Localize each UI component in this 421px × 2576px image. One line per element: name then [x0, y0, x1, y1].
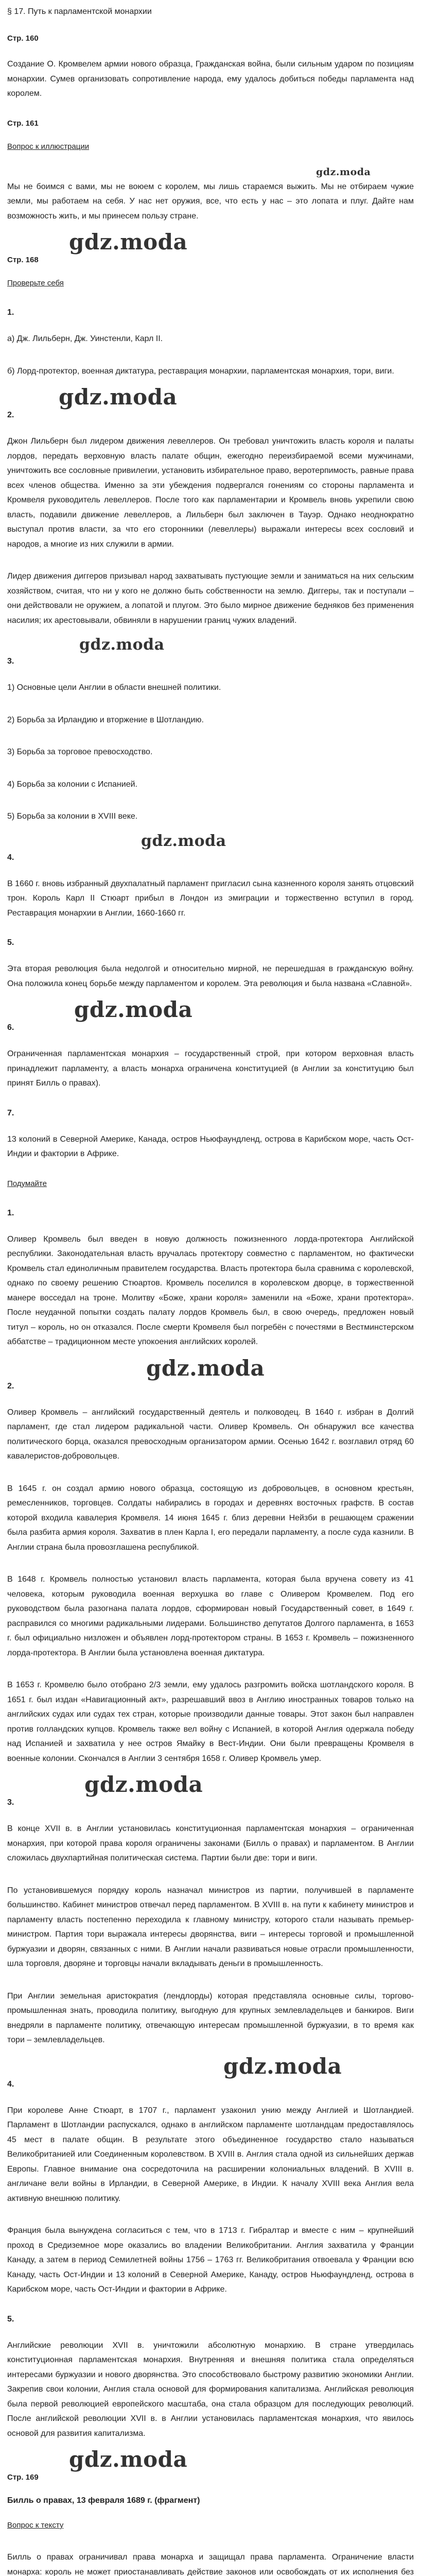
watermark: gdz.moda	[141, 832, 226, 850]
list-item: 3) Борьба за торговое превосходство.	[7, 748, 153, 756]
page-ref-168: Стр. 168	[7, 256, 39, 264]
answer-text: В 1660 г. вновь избранный двухпалатный парламент пригласил сына казненного короля занять отцовский трон. Король Карл II Стюарт прибыл в Лондон из эмиграции и торжественно вступил в город. Реставрация монархии в Англии, 1660-1660 гг.	[7, 879, 414, 918]
answer-text: Франция была вынуждена согласиться с тем, что в 1713 г. Гибралтар и вместе с ним – крупнейший проход в Средиземное море оказались во владении Великобритании. Англия захватила у Франции Канаду, а затем в период Семилетней войны 1756 – 1763 гг. Великобритания отвоевала у Франции всю Канаду, часть Ост-Индии и 13 колоний в Северной Америке, Канаду, остров Ньюфаундленд, острова в Карибском море, часть Ост-Индии и фактории в Африке.	[7, 2226, 414, 2294]
question-number: 7.	[7, 1108, 14, 1117]
question-number: 3.	[7, 1798, 14, 1807]
watermark: gdz.moda	[84, 1772, 203, 1797]
question-number: 2.	[7, 411, 14, 419]
watermark: gdz.moda	[69, 2447, 188, 2472]
answer-text: Ограниченная парламентская монархия – государственный строй, при котором верховная власть принадлежит парламенту, а власть монарха ограничена конституцией (в Англии за конституцию был принят Билль о правах).	[7, 1049, 414, 1088]
answer-text: Английские революции XVII в. уничтожили абсолютную монархию. В стране утвердилась конституционная парламентская монархия. Внутренняя и внешняя политика стала определяться интересами буржуазии и нового дворянства. Это способствовало быстрому развитию экономики Англии. Закрепив свои колонии, Англия стала основой для формирования капитализма. Английская революция была первой революцией европейского масштаба, она стала образцом для последующих революций. После английской революции XVII в. в Англии установилась парламентская монархия, что явилось основой для развития капитализма.	[7, 2341, 414, 2438]
question-number: 3.	[7, 657, 14, 666]
think-link[interactable]: Подумайте	[7, 1179, 47, 1188]
illustration-question-link[interactable]: Вопрос к иллюстрации	[7, 142, 90, 151]
answer-text: 13 колоний в Северной Америке, Канада, остров Ньюфаундленд, острова в Карибском море, часть Ост-Индии и фактории в Африке.	[7, 1134, 414, 1158]
question-number: 5.	[7, 2314, 14, 2324]
watermark: gdz.moda	[59, 384, 178, 410]
answer-text: В конце XVII в. в Англии установилась конституционная парламентская монархия – ограниченная монархия, при которой права короля ограничены законами (Билль о правах) и парламентом. В Англии сложилась двухпартийная политическая система. Партии были две: тори и виги.	[7, 1824, 414, 1862]
question-number: 5.	[7, 938, 14, 947]
answer-text: Оливер Кромвель – английский государственный деятель и полководец. В 1640 г. избран в Долгий парламент, где стал лидером радикальной части. Оливер Кромвель. Он обнаружил все качества политического борца, оказался превосходным организатором армии. Осенью 1642 г. возглавил отряд 60 кавалеристов-добровольцев.	[7, 1408, 414, 1461]
page-ref-160: Стр. 160	[7, 34, 39, 43]
question-number: 6.	[7, 1023, 14, 1032]
list-item: 1) Основные цели Англии в области внешней политики.	[7, 683, 221, 692]
question-number: 2.	[7, 1381, 14, 1391]
answer-text: Оливер Кромвель был введен в новую должность пожизненного лорда-протектора Английской республики. Законодательная власть вручалась протектору совместно с парламентом, но фактически Кромвель стал единоличным правителем государства. Власть протектора была сравнима с королевской, однако по своему решению Стюартов. Кромвель поселился в королевском дворце, в торжественной манере восседал на троне. Молитву «Боже, храни короля» заменили на «Боже, храни протектора». После неудачной попытки создать палату лордов Кромвель был, в свою очередь, предложен новый титул – король, но он отказался. После смерти Кромвеля был погребён с почестями в Вестминстерском аббатстве – традиционном месте упокоения английских королей.	[7, 1234, 414, 1346]
watermark: gdz.moda	[69, 229, 188, 255]
answer-161: Мы не боимся с вами, мы не воюем с королем, мы лишь стараемся выжить. Мы не отбираем чужие земли, мы работаем на себя. У нас нет оружия, все, что есть у нас – это лопата и плуг. Дайте нам возможность жить, и мы принесем пользу стране.	[7, 182, 414, 221]
question-number: 4.	[7, 2079, 14, 2089]
question-number: 4.	[7, 853, 14, 862]
answer-text: Билль о правах ограничивал права монарха и защищал права парламента. Ограничение власти монарха: король не может приостанавливать действие законов или освобождать от их исполнения без	[7, 2553, 414, 2576]
page-ref-161: Стр. 161	[7, 118, 39, 128]
answer-text: В 1648 г. Кромвель полностью установил власть парламента, которая была вручена совету из 41 человека, которым руководила военная верхушка во главе с Оливером Кромвелем. Под его руководством была разогнана палата лордов, сформирован новый Государственный совет, в 1649 г. расправился со многими радикальными лидерами. Большинство депутатов Долгого парламента, в 1653 г. был официально низложен и объявлен лорд-протектором страны. В 1653 г. Кромвель – пожизненного лорда-протектора. В Англии была установлена военная диктатура.	[7, 1575, 414, 1657]
watermark: gdz.moda	[146, 1355, 265, 1381]
answer-text: б) Лорд-протектор, военная диктатура, реставрация монархии, парламентская монархия, тори, виги.	[7, 366, 394, 376]
watermark: gdz.moda	[223, 2053, 342, 2079]
answer-160: Создание О. Кромвелем армии нового образца, Гражданская война, были сильным ударом по позициям монархии. Сумев организовать сопротивление народа, ему удалось добиться победы парламента над королем.	[7, 60, 414, 98]
bill-of-rights-title: Билль о правах, 13 февраля 1689 г. (фрагмент)	[7, 2496, 200, 2505]
answer-text: В 1653 г. Кромвелю было отобрано 2/3 земли, ему удалось разгромить войска шотландского короля. В 1651 г. был издан «Навигационный акт», разрешавший ввоз в Англию иностранных товаров только на английских судах или судах тех стран, которые производили данные товары. Этот закон был направлен против голландских купцов. Кромвель также вел войну с Испанией, в которой Англия одержала победу над Испанией и захватила у нее остров Ямайку в Вест-Индии. Они были превращены Кромвеля в военные колонии. Скончался в Англии 3 сентября 1658 г. Оливер Кромвель умер.	[7, 1681, 414, 1763]
answer-text: В 1645 г. он создал армию нового образца, состоящую из добровольцев, в основном крестьян, ремесленников, торговцев. Солдаты набирались в городах и деревнях восточных графств. В состав которой входила кавалерия Кромвеля. 14 июня 1645 г. близ деревни Нейзби в решающем сражении была разбита армия короля. Захватив в плен Карла I, его передали парламенту, а после суда казнили. В Англии страна была провозглашена республикой.	[7, 1484, 414, 1552]
answer-text: При королеве Анне Стюарт, в 1707 г., парламент узаконил унию между Англией и Шотландией. Парламент в Шотландии распускался, однако в английском парламенте шотландцам предоставлялось 45 мест в палате общин. В результате этого объединенное государство стало называться Великобританией или Соединенным королевством. В XVIII в. Англия стала одной из сильнейших держав Европы. Главное внимание она сосредоточила на расширении колониальных владений. В XVIII в. англичане вели войны в Ирландии, в Северной Америке, в Индии. К началу XVIII века Англия вела активную внешнюю политику.	[7, 2106, 414, 2203]
answer-text: По установившемуся порядку король назначал министров из партии, получившей в парламенте большинство. Кабинет министров отвечал перед парламентом. В XVIII в. на пути к кабинету министров и парламенту власть постепенно переходила к главному министру, которого стали называть премьер-министром. Партия тори выражала интересы дворянства, виги – интересы торговой и промышленной буржуазии и дворян, связанных с ними. В Англии начали развиваться новые отрасли промышленности, шла торговля, дворяне и торговцы начали вкладывать деньги в промышленность.	[7, 1886, 414, 1968]
watermark: gdz.moda	[316, 166, 371, 178]
answer-text: Лидер движения диггеров призывал народ захватывать пустующие земли и заниматься на них сельским хозяйством, считая, что ни у кого не должно быть собственности на землю. Диггеры, так и поступали – они действовали не оружием, а лопатой и плугом. Это было мирное движение бедняков без применения насилия; их арестовывали, обвиняли в нарушении границ чужих владений.	[7, 572, 414, 625]
page-ref-169: Стр. 169	[7, 2473, 39, 2482]
answer-text: Эта вторая революция была недолгой и относительно мирной, не перешедшая в гражданскую войну. Она положила конец борьбе между парламентом и королем. Эта революция и была названа «Славной».	[7, 964, 414, 988]
answer-text: Джон Лильберн был лидером движения левеллеров. Он требовал уничтожить власть короля и палаты лордов, передать верховную власть палате общин, ежегодно переизбираемой всеми мужчинами, уничтожить все сословные привилегии, установить избирательное право, веротерпимость, равные права всех членов общества. Именно за эти убеждения подвергался гонениям со стороны парламента и Кромвеля руководитель левеллеров. После того как парламентарии и Кромвель вновь укрепили свою власть, подавили движение левеллеров, а Лильберн был заключен в Тауэр. Однако неоднократно выступал против власти, за что его сторонники (левеллеры) выражали интересы всех сословий и народов, а многие из них служили в армии.	[7, 437, 414, 549]
list-item: 5) Борьба за колонии в XVIII веке.	[7, 812, 138, 821]
answer-text: а) Дж. Лильберн, Дж. Уинстенли, Карл II.	[7, 334, 163, 343]
question-number: 1.	[7, 308, 14, 317]
question-number: 1.	[7, 1208, 14, 1217]
watermark: gdz.moda	[79, 636, 165, 654]
list-item: 2) Борьба за Ирландию и вторжение в Шотландию.	[7, 715, 204, 724]
list-item: 4) Борьба за колонии с Испанией.	[7, 779, 137, 789]
text-question-link[interactable]: Вопрос к тексту	[7, 2521, 64, 2530]
watermark: gdz.moda	[74, 997, 193, 1022]
check-yourself-link[interactable]: Проверьте себя	[7, 279, 64, 287]
page-title: § 17. Путь к парламентской монархии	[7, 7, 152, 16]
answer-text: При Англии земельная аристократия (лендлорды) которая представляла основные силы, торгово-промышленная знать, проводила политику, выгодную для крупных землевладельцев и банкиров. Виги внедряли в парламенте политику, отвечающую интересам промышленной буржуазии, в то время как тори – землевладельцев.	[7, 1991, 414, 2044]
